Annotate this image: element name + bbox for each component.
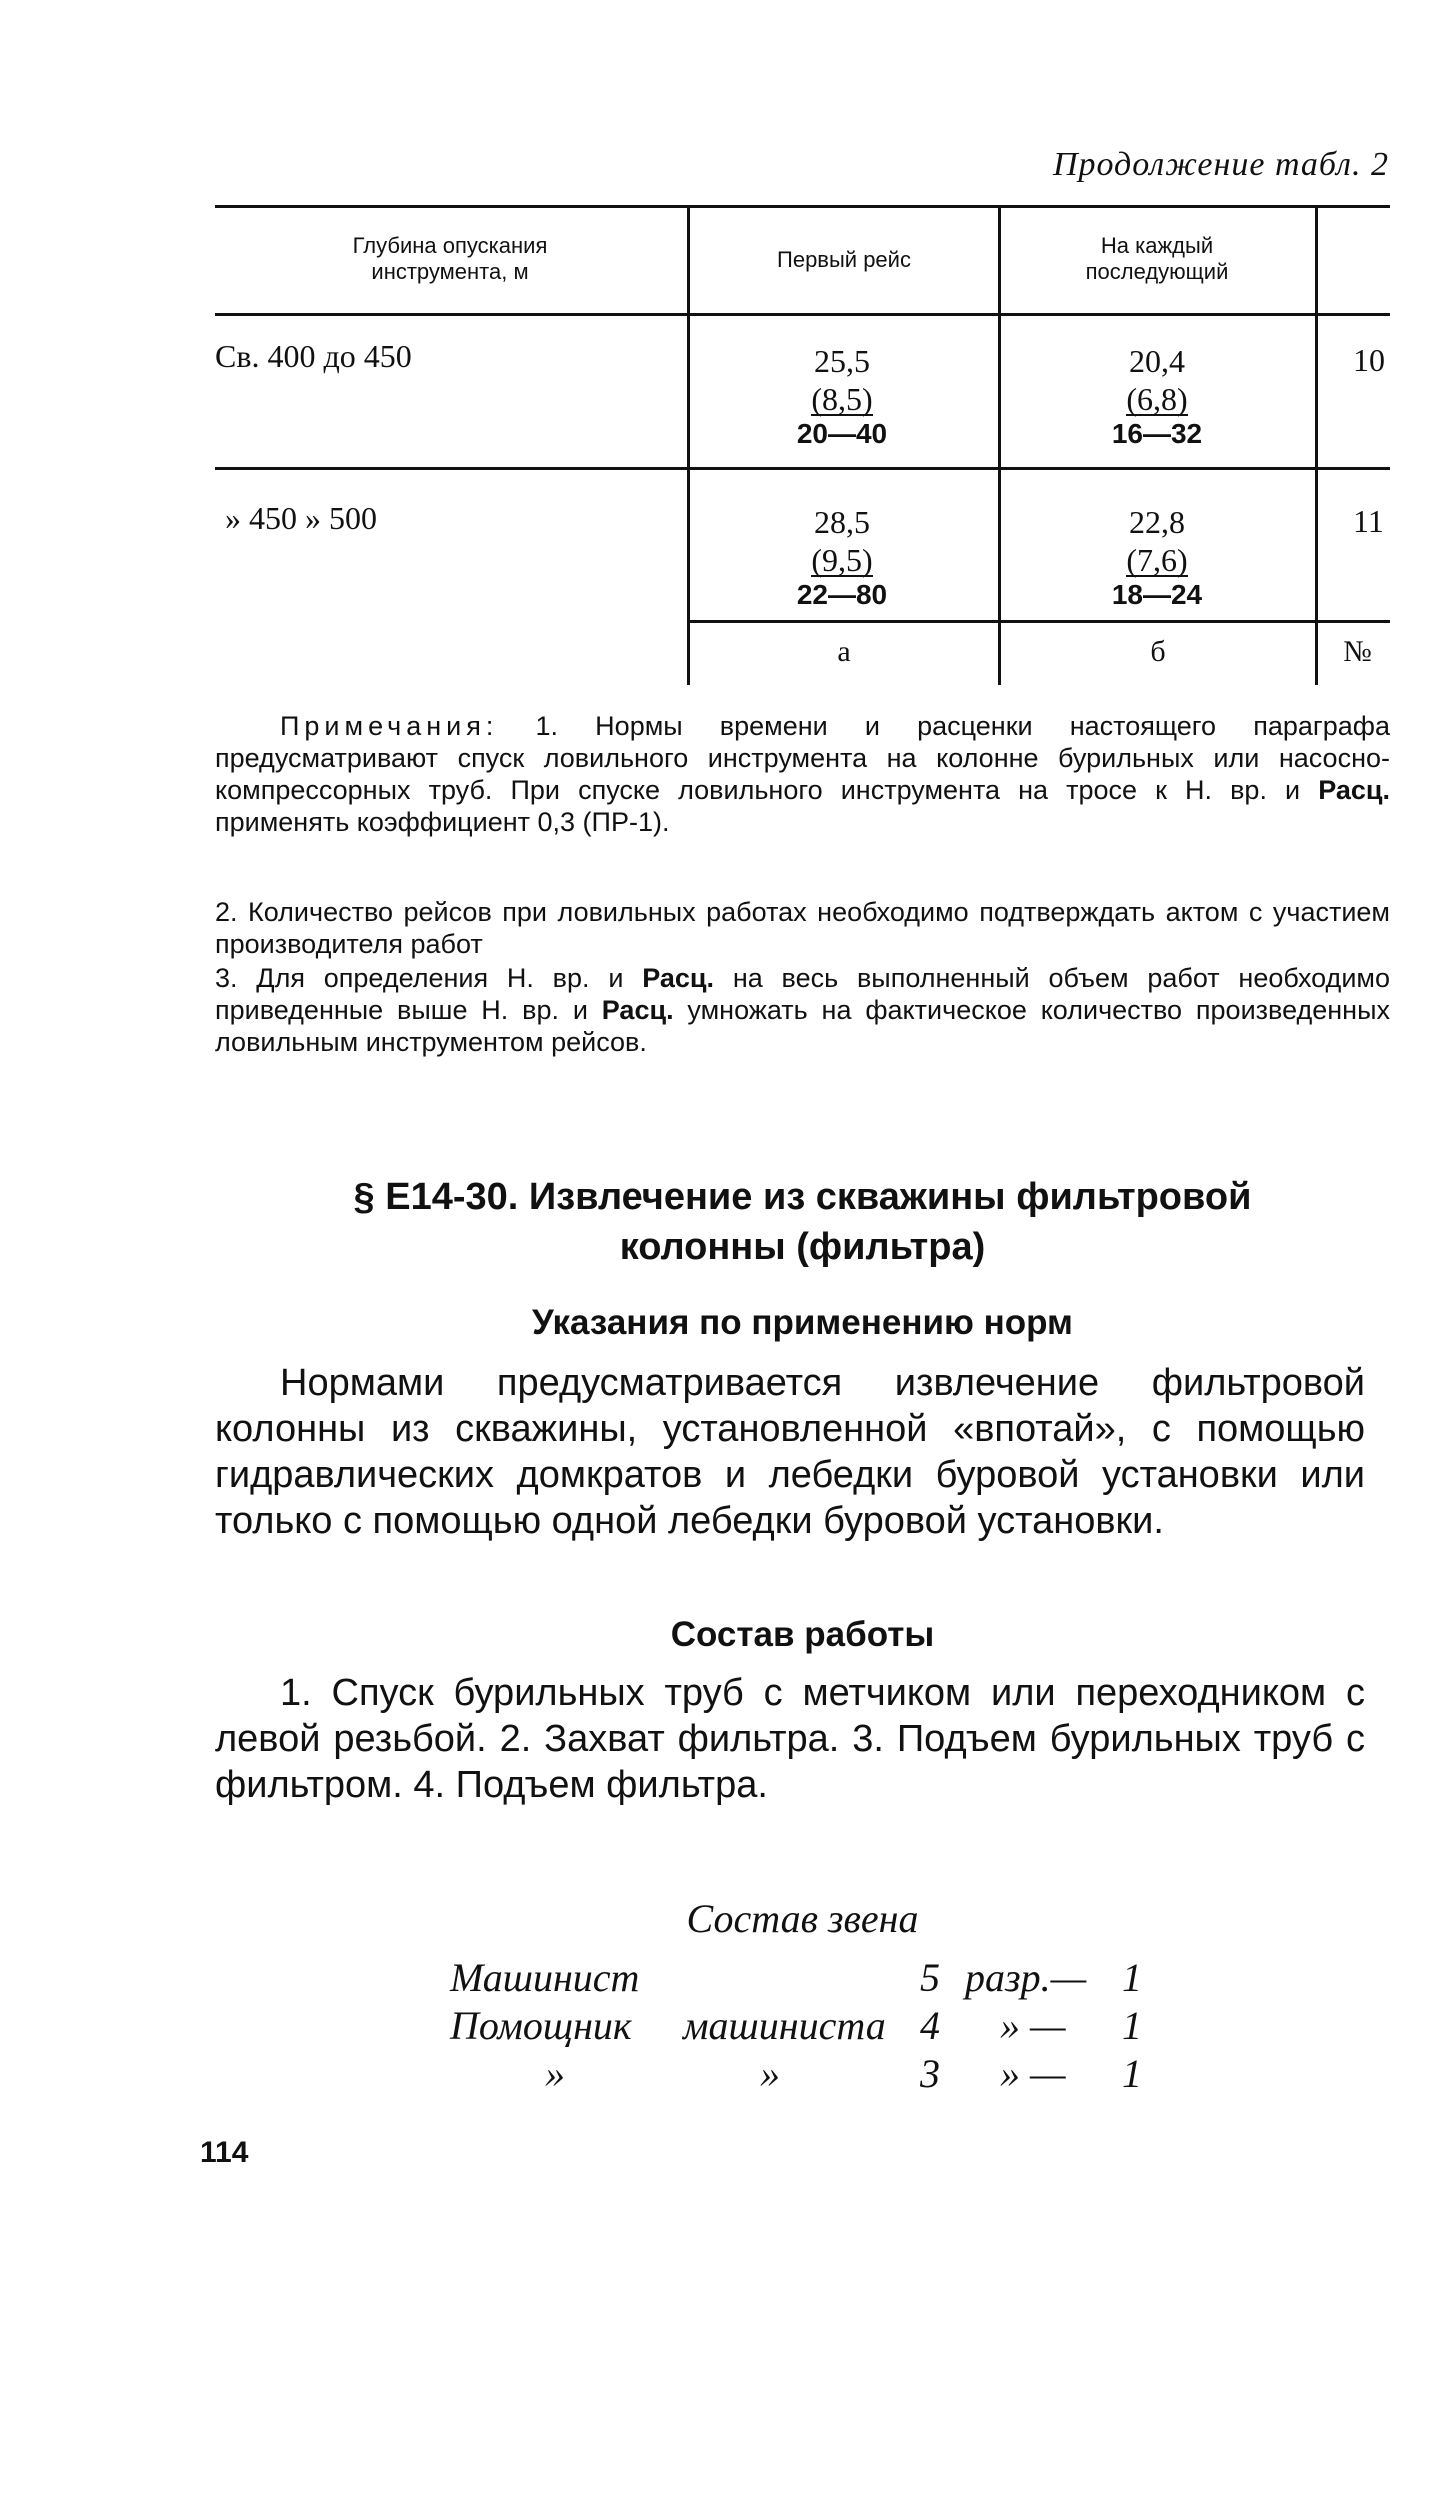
guide-title: Указания по применению норм bbox=[532, 1303, 1073, 1342]
norm-time: 25,5 bbox=[814, 343, 870, 379]
norms-table bbox=[215, 205, 1390, 685]
header-rule bbox=[215, 313, 1390, 316]
note-3: 3. Для определения Н. вр. и Расц. на весь выполненный объем работ необходимо приведенные выше Н. вр. и Расц. умножать на фактическое количество произведенных ловильным инструментом рейсов. bbox=[215, 963, 1390, 1057]
footer-col-num: № bbox=[1343, 635, 1372, 668]
crew-title: Состав звена bbox=[686, 1896, 919, 1941]
row-depth-1: Св. 400 до 450 bbox=[215, 338, 412, 374]
norm-range: 20—40 bbox=[796, 418, 888, 449]
table-top-rule bbox=[215, 205, 1390, 208]
footer-col-b: б bbox=[1150, 635, 1166, 668]
norm-rate: (8,5) bbox=[811, 381, 873, 417]
row-num-2: 11 bbox=[1353, 503, 1384, 539]
table-continuation-label: Продолжение табл. 2 bbox=[1052, 146, 1389, 183]
crew-row: Машинист 5 разр.— 1 bbox=[450, 1955, 1142, 2000]
section-title: § Е14-30. Извлечение из скважины фильтровой колонны (фильтра) bbox=[353, 1176, 1252, 1268]
crew-row: Помощник машиниста 4 » — 1 bbox=[450, 2003, 1142, 2048]
norm-time: 20,4 bbox=[1129, 343, 1185, 379]
norm-range: 22—80 bbox=[796, 579, 888, 610]
footer-rule bbox=[687, 620, 1390, 623]
header-first-trip: Первый рейс bbox=[777, 247, 911, 272]
col-divider-2 bbox=[998, 205, 1001, 685]
note-2: 2. Количество рейсов при ловильных работах необходимо подтверждать актом с участием производителя работ bbox=[215, 897, 1390, 959]
col-divider-1 bbox=[687, 205, 690, 685]
norm-time: 28,5 bbox=[814, 504, 870, 540]
footer-col-a: а bbox=[837, 635, 851, 668]
norm-rate: (7,6) bbox=[1126, 542, 1188, 578]
row-num-1: 10 bbox=[1353, 342, 1385, 378]
each-next-value-2 bbox=[1047, 503, 1267, 611]
row-depth-2: » 450 » 500 bbox=[225, 500, 377, 536]
col-divider-3 bbox=[1315, 205, 1318, 685]
first-trip-value-2 bbox=[732, 503, 952, 611]
page-number: 114 bbox=[200, 2136, 249, 2169]
norm-range: 16—32 bbox=[1111, 418, 1203, 449]
header-each-next: На каждый последующий bbox=[1085, 233, 1229, 284]
norm-time: 22,8 bbox=[1129, 504, 1185, 540]
row-rule bbox=[215, 467, 1390, 470]
header-depth: Глубина опускания инструмента, м bbox=[352, 233, 548, 284]
guide-text: Нормами предусматривается извлечение фильтровой колонны из скважины, установленной «впотай», с помощью гидравлических домкратов и лебедки буровой установки или только с помощью одной лебедки буровой установки. bbox=[215, 1362, 1365, 1542]
norm-rate: (9,5) bbox=[811, 542, 873, 578]
work-title: Состав работы bbox=[670, 1615, 935, 1654]
work-text: 1. Спуск бурильных труб с метчиком или переходником с левой резьбой. 2. Захват фильтра. 3. Подъем бурильных труб с фильтром. 4. Подъем фильтра. bbox=[215, 1672, 1365, 1806]
each-next-value-1 bbox=[1047, 342, 1267, 450]
crew-row: » » 3 » — 1 bbox=[545, 2051, 1142, 2096]
norm-rate: (6,8) bbox=[1126, 381, 1188, 417]
notes-label: Примечания: bbox=[280, 711, 499, 741]
first-trip-value-1 bbox=[732, 342, 952, 450]
note-1: Примечания: 1. Нормы времени и расценки настоящего параграфа предусматривают спуск ловильного инструмента на колонне бурильных или насосно-компрессорных труб. При спуске ловильного инструмента на тросе к Н. вр. и Расц. применять коэффициент 0,3 (ПР-1). bbox=[215, 711, 1390, 837]
norm-range: 18—24 bbox=[1111, 579, 1203, 610]
